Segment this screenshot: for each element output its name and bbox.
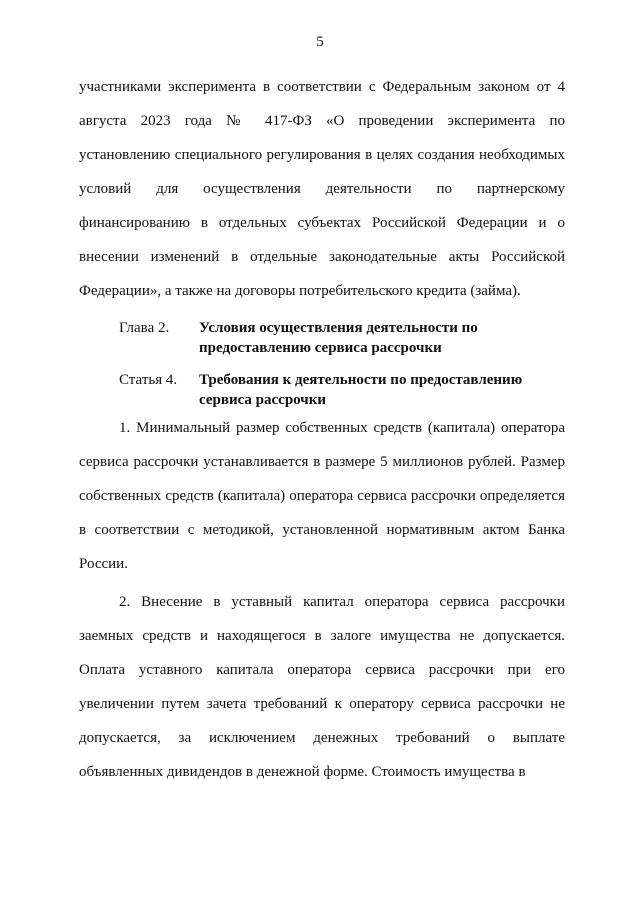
page-number: 5	[316, 34, 324, 50]
continuation-paragraph: участниками эксперимента в соответствии с Федеральным законом от 4 августа 2023 года № 417-ФЗ «О проведении эксперимента по установлению специального регулирования в целях создания необходимых условий для осуществления деятельности по партнерскому финансированию в отдельных субъектах Российской Федерации и о внесении изменений в отдельные законодательные акты Российской Федерации», а также на договоры потребительского кредита (займа).	[79, 79, 565, 299]
article-label: Статья 4.	[119, 372, 178, 388]
chapter-title: Условия осуществления деятельности по предоставлению сервиса рассрочки	[199, 320, 478, 356]
article-paragraph-1-block	[79, 411, 565, 581]
article-paragraph-2-block	[79, 585, 565, 789]
chapter-heading	[79, 318, 565, 358]
article-paragraph-1: 1. Минимальный размер собственных средств (капитала) оператора сервиса рассрочки устанавливается в размере 5 миллионов рублей. Размер собственных средств (капитала) оператора сервиса рассрочки определяется в соответствии с методикой, установленной нормативным актом Банка России.	[79, 420, 565, 572]
chapter-label: Глава 2.	[119, 320, 170, 336]
continuation-block	[79, 70, 565, 308]
article-heading	[79, 370, 565, 410]
article-paragraph-2: 2. Внесение в уставный капитал оператора сервиса рассрочки заемных средств и находящегося в залоге имущества не допускается. Оплата уставного капитала оператора сервиса рассрочки при его увеличении путем зачета требований к оператору сервиса рассрочки не допускается, за исключением денежных требований о выплате объявленных дивидендов в денежной форме. Стоимость имущества в	[79, 594, 565, 780]
article-title: Требования к деятельности по предоставлению сервиса рассрочки	[199, 372, 523, 408]
